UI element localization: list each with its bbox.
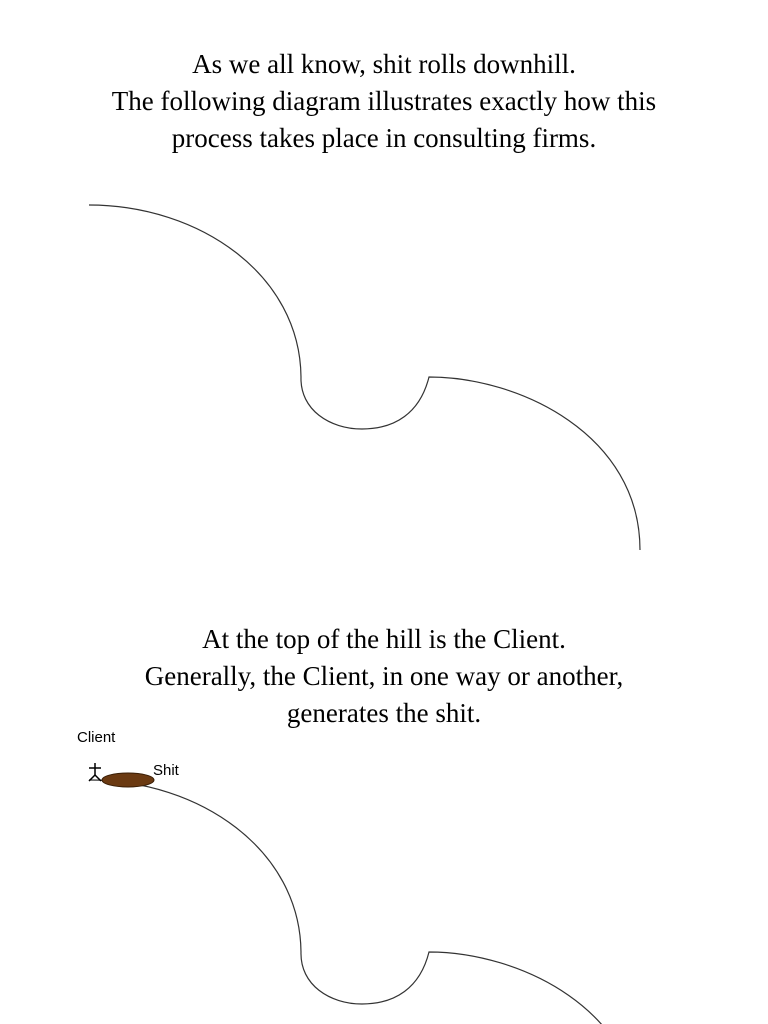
stick-figure-icon — [89, 763, 101, 781]
client-line-3: generates the shit. — [286, 698, 482, 728]
intro-line-3: process takes place in consulting firms. — [171, 123, 597, 153]
client-label: Client — [77, 729, 116, 746]
hill-curve — [89, 205, 640, 550]
shit-blob-shape — [102, 773, 154, 787]
hill-diagram-empty-svg — [0, 195, 768, 560]
intro-line-1: As we all know, shit rolls downhill. — [192, 49, 576, 79]
intro-caption — [0, 46, 768, 157]
client-line-2: Generally, the Client, in one way or another, — [144, 661, 624, 691]
hill-diagram-client-svg — [0, 725, 768, 1024]
intro-line-2: The following diagram illustrates exactly how this — [111, 86, 657, 116]
hill-diagram-client — [0, 725, 768, 1024]
hill-curve — [89, 780, 640, 1024]
client-caption — [0, 621, 768, 732]
hill-diagram-empty — [0, 195, 768, 560]
client-line-1: At the top of the hill is the Client. — [202, 624, 566, 654]
shit-label: Shit — [153, 762, 179, 779]
